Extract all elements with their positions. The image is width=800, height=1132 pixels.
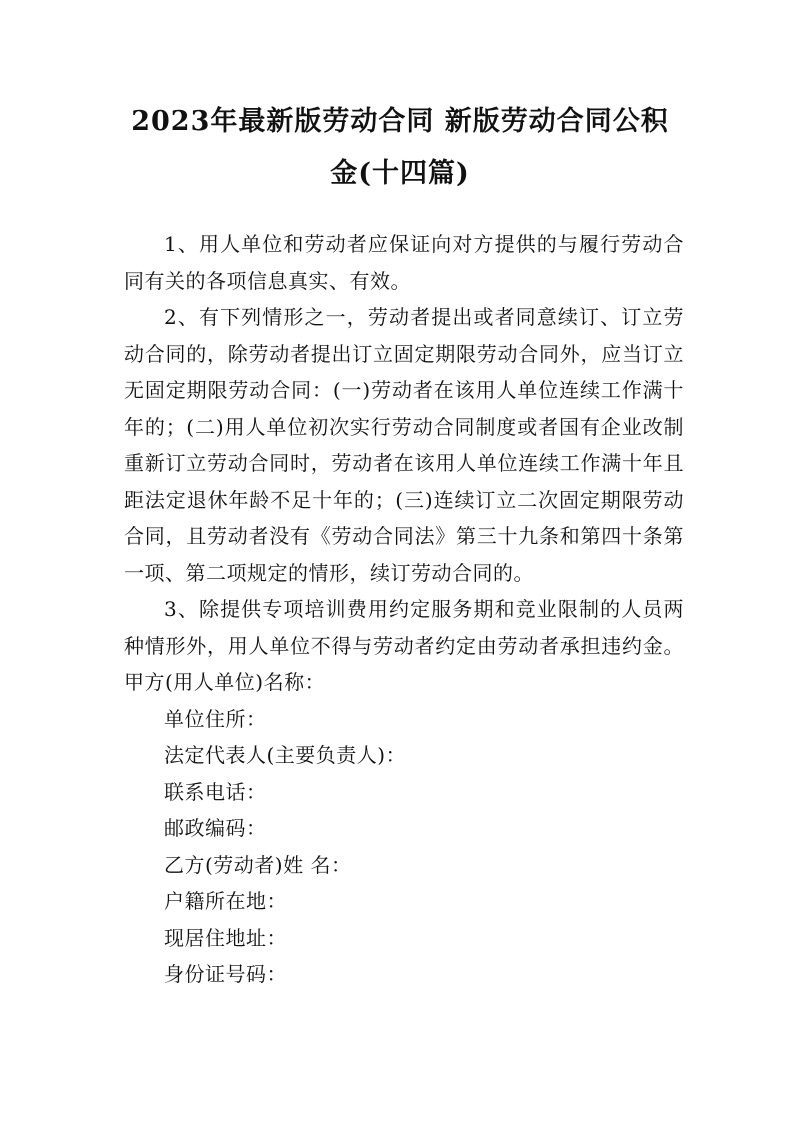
document-title: [110, 96, 690, 200]
field-id-number: 身份证号码：: [164, 962, 287, 986]
paragraph-2: 2、有下列情形之一，劳动者提出或者同意续订、订立劳动合同的，除劳动者提出订立固定期限劳动合同外，应当订立无固定期限劳动合同：(一)劳动者在该用人单位连续工作满十年的；(二)用人单位初次实行劳动合同制度或者国有企业改制重新订立劳动合同时，劳动者在该用人单位连续工作满十年且距法定退休年龄不足十年的；(三)连续订立二次固定期限劳动合同，且劳动者没有《劳动合同法》第三十九条和第四十条第一项、第二项规定的情形，续订劳动合同的。: [124, 305, 684, 585]
document-body: [124, 226, 684, 993]
title-line-2: 金(十四篇): [330, 158, 470, 189]
paragraph-1: 1、用人单位和劳动者应保证向对方提供的与履行劳动合同有关的各项信息真实、有效。: [124, 232, 684, 293]
field-household-registration: 户籍所在地：: [164, 889, 287, 913]
field-postal-code: 邮政编码：: [164, 816, 267, 840]
title-line-1: 2023年最新版劳动合同 新版劳动合同公积: [131, 106, 669, 137]
field-legal-representative: 法定代表人(主要负责人)：: [164, 743, 407, 767]
field-unit-address: 单位住所：: [164, 706, 267, 731]
paragraph-3: 3、除提供专项培训费用约定服务期和竞业限制的人员两种情形外，用人单位不得与劳动者约定由劳动者承担违约金。甲方(用人单位)名称：: [124, 597, 684, 694]
field-current-address: 现居住地址：: [164, 925, 287, 950]
field-contact-phone: 联系电话：: [164, 779, 267, 804]
field-employee-name: 乙方(劳动者)姓 名：: [164, 852, 352, 877]
